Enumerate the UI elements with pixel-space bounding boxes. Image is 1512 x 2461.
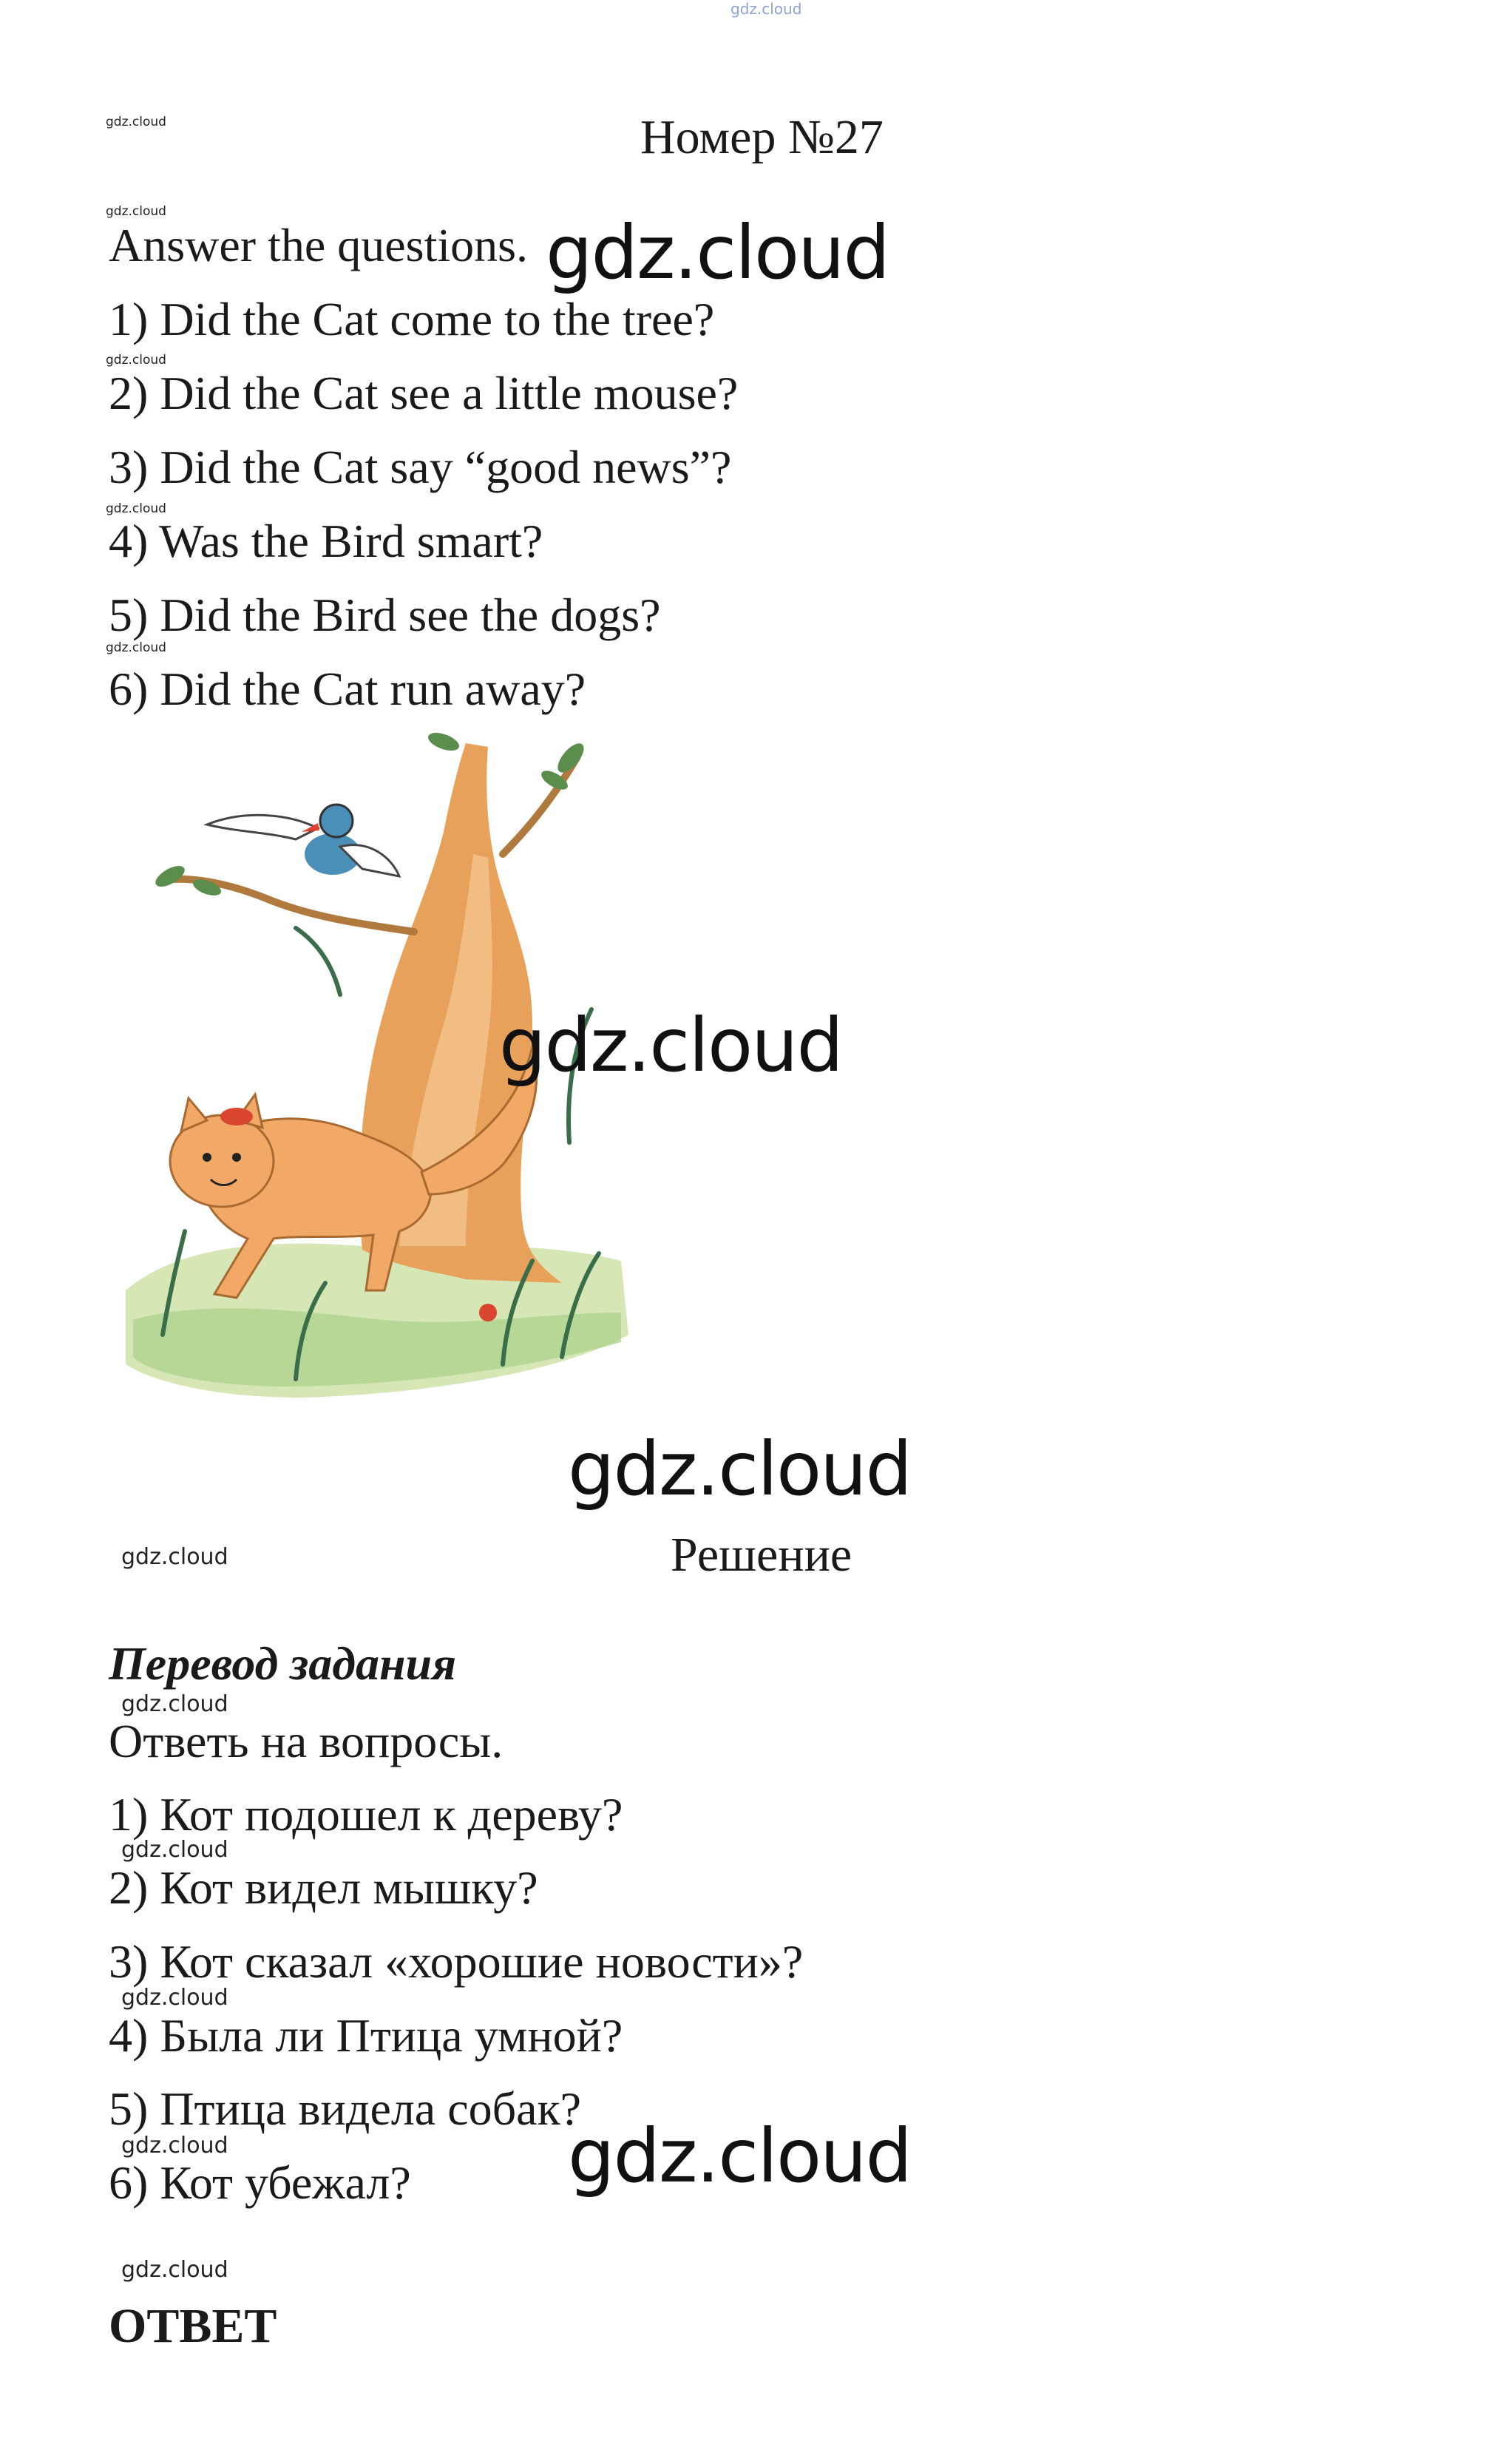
flower [479,1304,497,1321]
translation-question-1: 1) Кот подошел к дереву? [109,1788,623,1841]
watermark-top: gdz.cloud [730,0,802,18]
translation-question-2: 2) Кот видел мышку? [109,1861,538,1914]
translation-heading: Перевод задания [109,1637,457,1690]
watermark-small: gdz.cloud [121,1837,228,1863]
right-branch [503,758,577,854]
watermark-small: gdz.cloud [121,2257,228,2283]
question-6: 6) Did the Cat run away? [109,663,586,715]
leaves [152,729,589,898]
page-title: Номер №27 [640,110,884,164]
question-2: 2) Did the Cat see a little mouse? [109,367,739,419]
watermark-small: gdz.cloud [106,501,166,516]
translation-question-3: 3) Кот сказал «хорошие новости»? [109,1935,804,1988]
watermark-small: gdz.cloud [121,1544,228,1570]
watermark-small: gdz.cloud [121,1985,228,2011]
question-1: 1) Did the Cat come to the tree? [109,293,715,345]
answer-heading: ОТВЕТ [109,2299,277,2353]
translation-question-6: 6) Кот убежал? [109,2156,411,2209]
cat-bird-tree-illustration [118,728,636,1460]
bird [207,805,399,876]
question-5: 5) Did the Bird see the dogs? [109,589,661,641]
task-instruction: Answer the questions. [109,219,529,271]
solution-heading: Решение [671,1528,852,1582]
solution-instruction: Ответь на вопросы. [109,1715,504,1767]
watermark-small: gdz.cloud [106,640,166,655]
translation-question-4: 4) Была ли Птица умной? [109,2009,623,2062]
question-4: 4) Was the Bird smart? [109,515,543,567]
translation-question-5: 5) Птица видела собак? [109,2082,582,2135]
watermark-small: gdz.cloud [106,353,166,368]
question-3: 3) Did the Cat say “good news”? [109,441,732,493]
watermark-large: gdz.cloud [499,1002,843,1089]
watermark-large: gdz.cloud [546,209,889,296]
watermark-large: gdz.cloud [568,1426,912,1512]
watermark-small: gdz.cloud [106,115,166,129]
ground-shadow [133,1308,621,1387]
watermark-small: gdz.cloud [121,1691,228,1717]
watermark-small: gdz.cloud [106,204,166,219]
watermark-large: gdz.cloud [568,2113,912,2199]
watermark-small: gdz.cloud [121,2133,228,2159]
